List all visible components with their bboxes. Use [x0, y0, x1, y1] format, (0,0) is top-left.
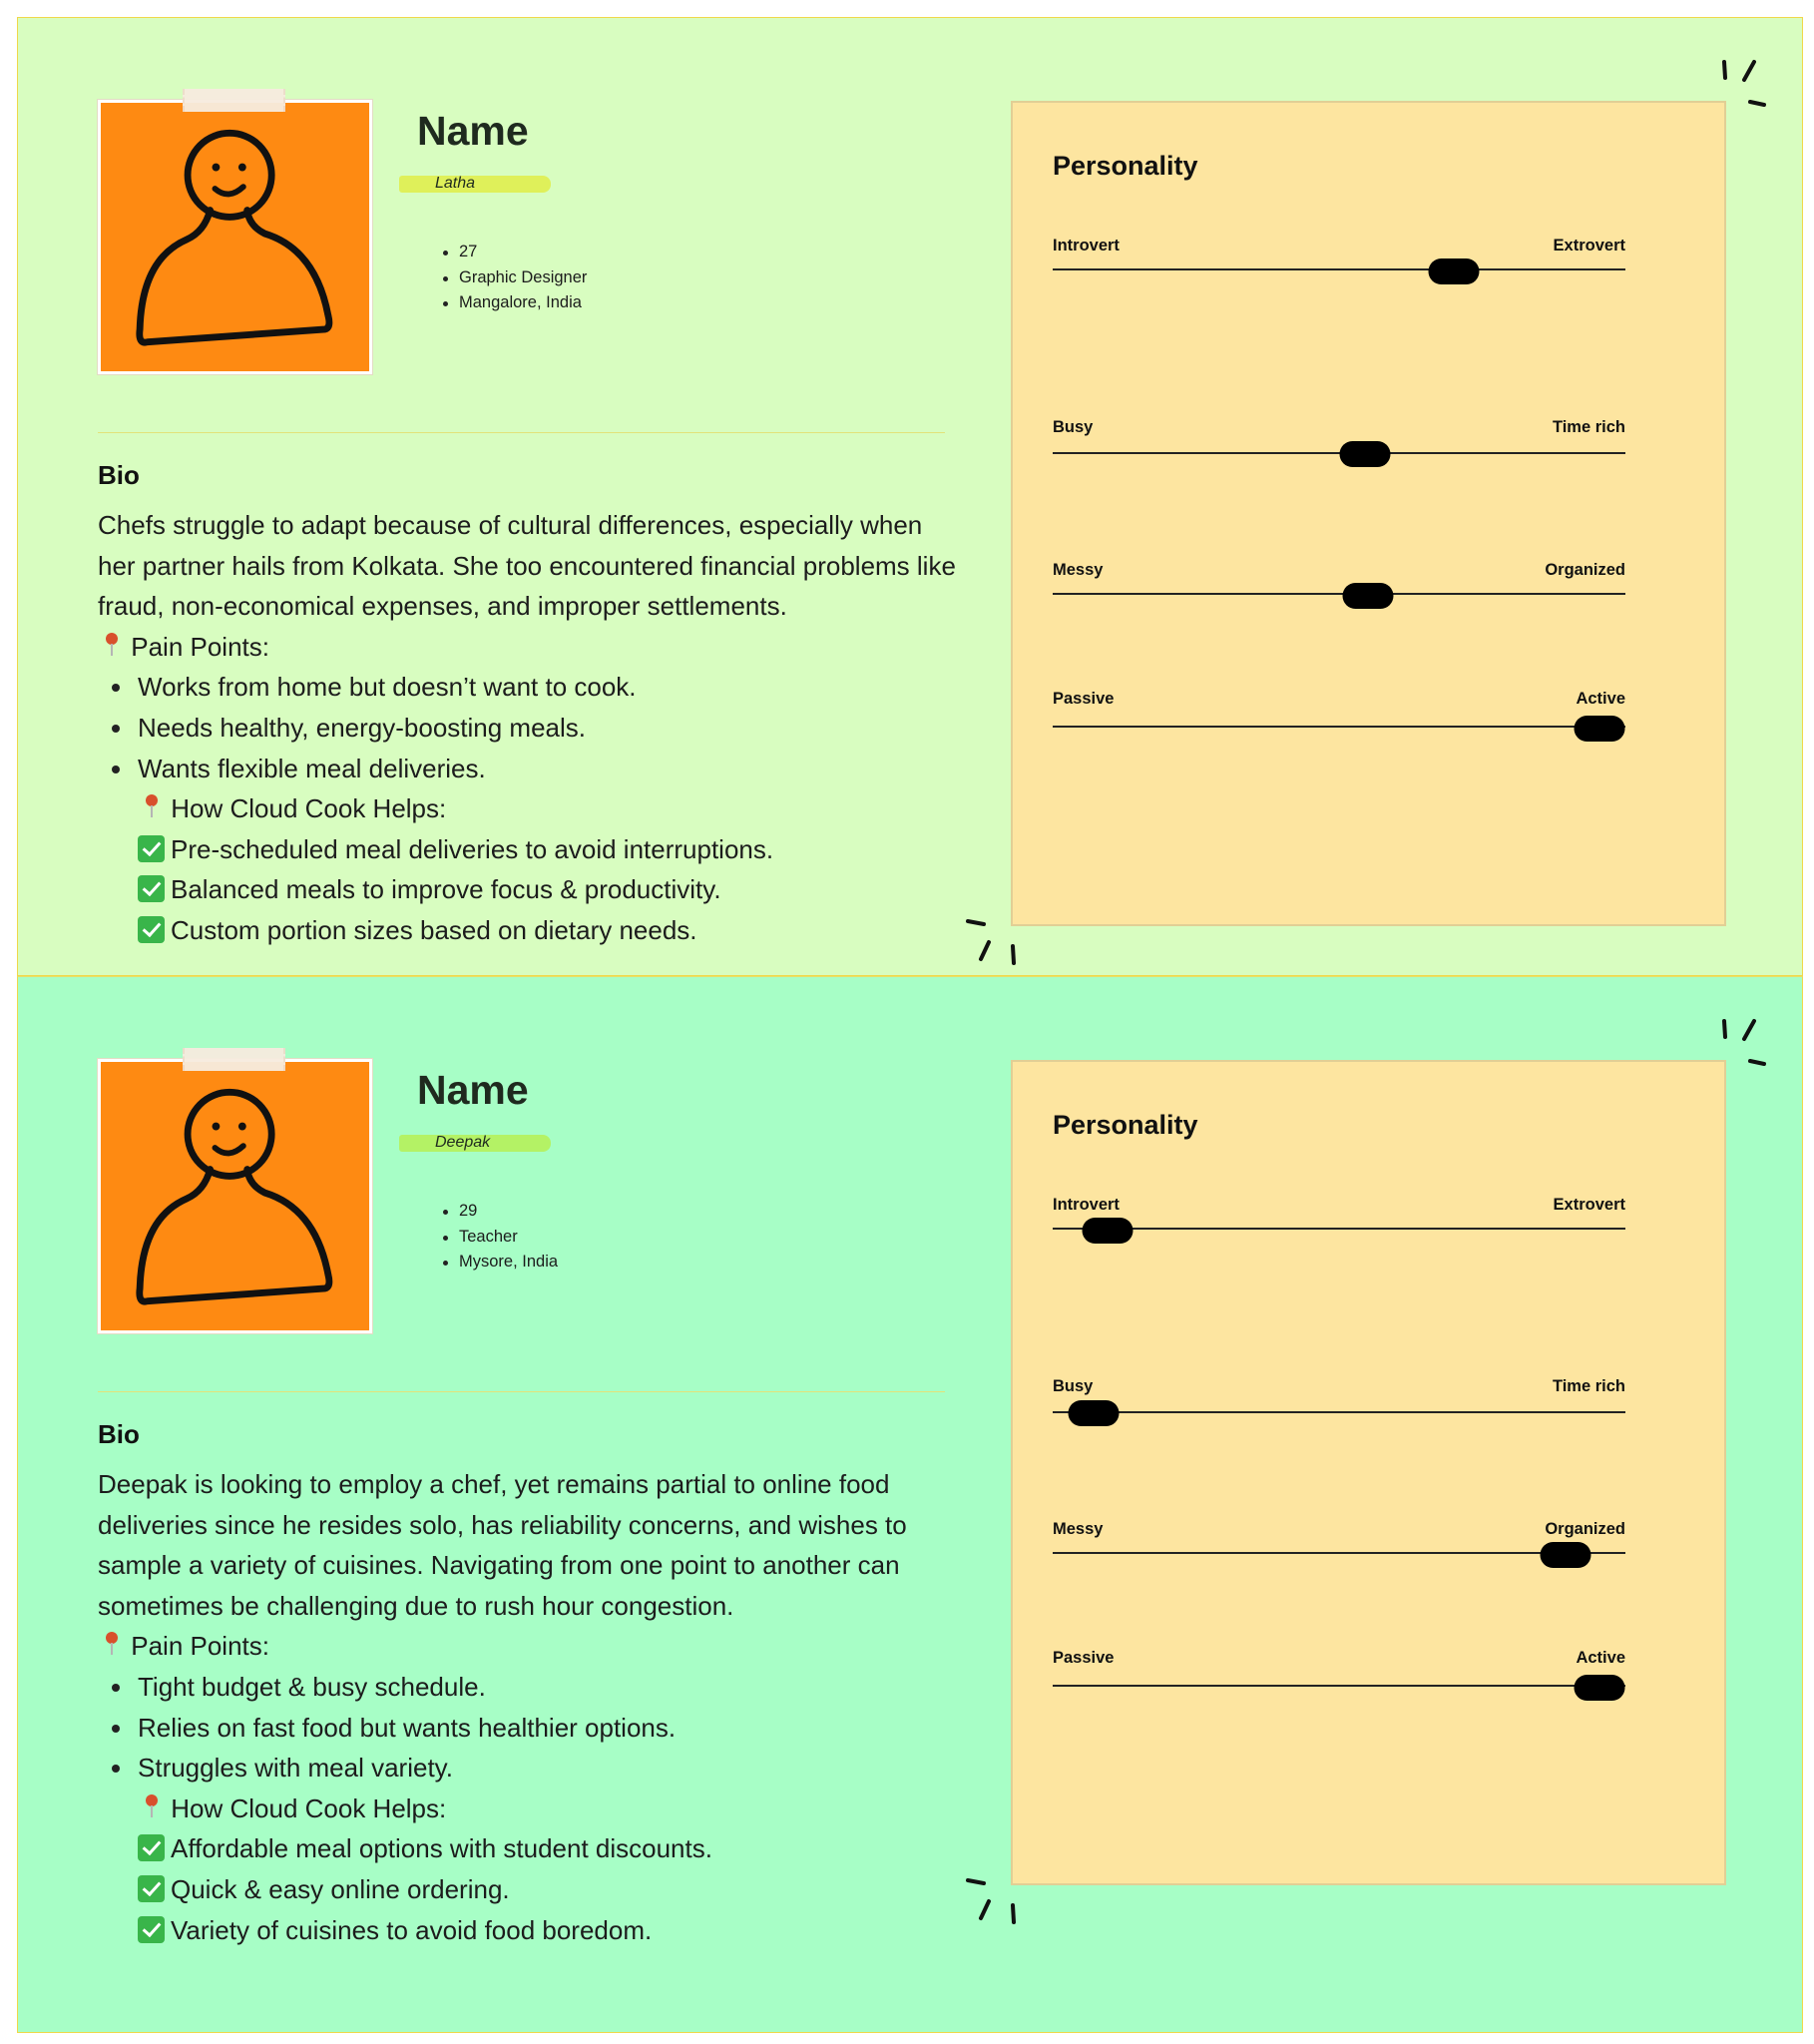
pin-icon [138, 1793, 164, 1819]
personality-card [1011, 101, 1726, 926]
list-item: Relies on fast food but wants healthier options. [138, 1708, 956, 1749]
personality-title: Personality [1053, 1110, 1198, 1140]
help-item [138, 910, 956, 951]
fact-age: 29 [443, 1199, 558, 1225]
slider-track[interactable] [1053, 726, 1625, 728]
bio-text: Deepak is looking to employ a chef, yet remains partial to online food deliveries since he resides solo, has reliability concerns, and wishes to sample a variety of cuisines. Navigating from one point to another can sometimes be challenging due to rush hour congestion. [98, 1469, 907, 1621]
trait-right-label: Active [1576, 690, 1625, 708]
list-item: Needs healthy, energy-boosting meals. [138, 708, 956, 749]
sparkle-doodle-icon [1714, 58, 1784, 138]
slider-thumb[interactable] [1069, 1400, 1120, 1426]
pain-points-heading: Pain Points: [131, 631, 269, 662]
fact-location: Mangalore, India [443, 290, 587, 316]
help-text: Balanced meals to improve focus & productivity. [171, 874, 721, 905]
tape-strip [183, 89, 285, 112]
fact-occupation: Teacher [443, 1225, 558, 1251]
trait-slider-busy-timerich[interactable] [1053, 418, 1625, 478]
personality-card [1011, 1060, 1726, 1885]
trait-slider-introvert-extrovert[interactable] [1053, 1196, 1625, 1256]
pain-points-heading: Pain Points: [131, 1631, 269, 1662]
trait-left-label: Messy [1053, 561, 1104, 579]
list-item: Works from home but doesn’t want to cook. [138, 667, 956, 708]
slider-thumb[interactable] [1339, 441, 1390, 467]
list-item: Struggles with meal variety. [138, 1748, 956, 1788]
pain-points-row [98, 627, 956, 668]
pin-icon [138, 793, 164, 819]
trait-left-label: Busy [1053, 1377, 1094, 1395]
persona-name: Latha [435, 175, 476, 192]
sparkle-doodle-icon [962, 916, 1032, 976]
help-text: Variety of cuisines to avoid food boredom. [171, 1914, 653, 1945]
help-item [138, 1869, 956, 1910]
trait-right-label: Time rich [1552, 418, 1625, 436]
help-text: Affordable meal options with student discounts. [171, 1833, 712, 1864]
help-item [138, 829, 956, 870]
slider-thumb[interactable] [1342, 583, 1393, 609]
persona-facts [443, 240, 587, 316]
sparkle-doodle-icon [1714, 1017, 1784, 1097]
trait-right-label: Organized [1545, 561, 1625, 579]
name-heading: Name [417, 108, 529, 154]
trait-right-label: Time rich [1552, 1377, 1625, 1395]
trait-left-label: Messy [1053, 1520, 1104, 1538]
slider-thumb[interactable] [1428, 258, 1479, 284]
check-icon [138, 1875, 165, 1902]
check-icon [138, 916, 165, 943]
help-item [138, 1828, 956, 1869]
pin-icon [98, 1631, 124, 1657]
trait-left-label: Introvert [1053, 1196, 1120, 1214]
helps-heading: How Cloud Cook Helps: [171, 793, 447, 824]
check-icon [138, 1834, 165, 1861]
bio-body [98, 1464, 956, 1950]
check-icon [138, 835, 165, 862]
fact-location: Mysore, India [443, 1250, 558, 1276]
trait-slider-busy-timerich[interactable] [1053, 1377, 1625, 1437]
list-item: Wants flexible meal deliveries. [138, 749, 956, 789]
helps-heading: How Cloud Cook Helps: [171, 1792, 447, 1823]
avatar [98, 100, 372, 374]
pain-points-list [98, 667, 956, 788]
persona-facts [443, 1199, 558, 1276]
trait-slider-introvert-extrovert[interactable] [1053, 237, 1625, 296]
pain-points-list [98, 1667, 956, 1788]
helps-block [98, 788, 956, 950]
person-doodle-icon [101, 1062, 369, 1330]
persona-board [17, 976, 1803, 2033]
trait-slider-messy-organized[interactable] [1053, 561, 1625, 621]
slider-track[interactable] [1053, 268, 1625, 270]
bio-heading: Bio [98, 460, 140, 490]
sparkle-doodle-icon [962, 1875, 1032, 1945]
bio-body [98, 505, 956, 951]
trait-slider-passive-active[interactable] [1053, 1649, 1625, 1709]
list-item: Tight budget & busy schedule. [138, 1667, 956, 1708]
pain-points-row [98, 1626, 956, 1667]
help-item [138, 1910, 956, 1951]
slider-track[interactable] [1053, 593, 1625, 595]
slider-thumb[interactable] [1082, 1218, 1133, 1244]
bio-heading: Bio [98, 1419, 140, 1449]
tape-strip [183, 1048, 285, 1071]
trait-right-label: Organized [1545, 1520, 1625, 1538]
slider-thumb[interactable] [1540, 1542, 1590, 1568]
trait-left-label: Busy [1053, 418, 1094, 436]
trait-left-label: Introvert [1053, 237, 1120, 255]
check-icon [138, 1916, 165, 1943]
bio-text: Chefs struggle to adapt because of cultural differences, especially when her partner hails from Kolkata. She too encountered financial problems like fraud, non-economical expenses, and improper settlements. [98, 510, 956, 622]
trait-slider-passive-active[interactable] [1053, 690, 1625, 750]
personality-title: Personality [1053, 151, 1198, 181]
avatar [98, 1059, 372, 1333]
persona-name: Deepak [435, 1134, 491, 1151]
slider-thumb[interactable] [1575, 716, 1625, 742]
check-icon [138, 875, 165, 902]
trait-right-label: Extrovert [1553, 1196, 1625, 1214]
trait-left-label: Passive [1053, 690, 1115, 708]
help-item [138, 869, 956, 910]
slider-track[interactable] [1053, 1228, 1625, 1230]
name-tag [399, 1135, 551, 1152]
fact-occupation: Graphic Designer [443, 265, 587, 291]
trait-left-label: Passive [1053, 1649, 1115, 1667]
slider-track[interactable] [1053, 1685, 1625, 1687]
name-tag [399, 176, 551, 193]
help-text: Pre-scheduled meal deliveries to avoid interruptions. [171, 833, 774, 864]
name-heading: Name [417, 1067, 529, 1113]
help-text: Custom portion sizes based on dietary needs. [171, 914, 697, 945]
divider [98, 432, 945, 433]
trait-slider-messy-organized[interactable] [1053, 1520, 1625, 1580]
helps-row [138, 788, 956, 829]
slider-thumb[interactable] [1575, 1675, 1625, 1701]
helps-block [98, 1788, 956, 1950]
person-doodle-icon [101, 103, 369, 371]
slider-track[interactable] [1053, 1411, 1625, 1413]
helps-row [138, 1788, 956, 1829]
trait-right-label: Active [1576, 1649, 1625, 1667]
pin-icon [98, 632, 124, 658]
fact-age: 27 [443, 240, 587, 265]
trait-right-label: Extrovert [1553, 237, 1625, 255]
divider [98, 1391, 945, 1392]
help-text: Quick & easy online ordering. [171, 1873, 510, 1904]
persona-board [17, 17, 1803, 976]
